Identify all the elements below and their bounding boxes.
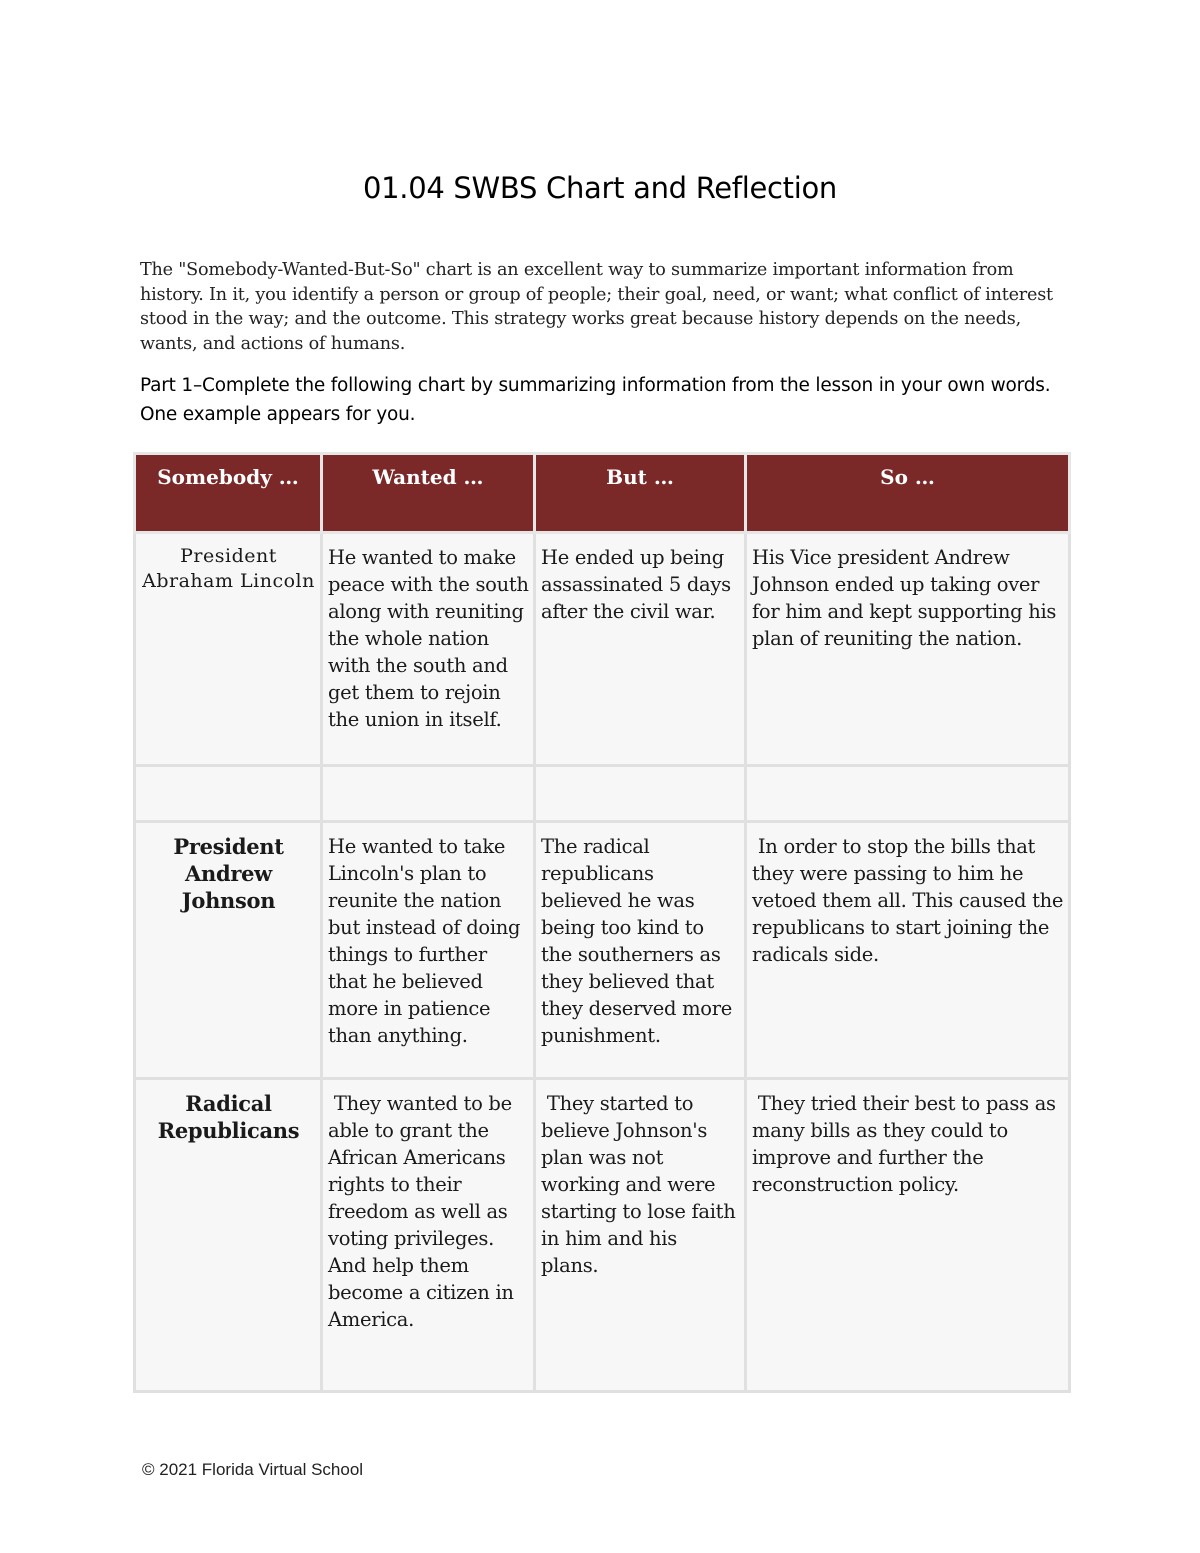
intro-paragraph: The "Somebody-Wanted-But-So" chart is an excellent way to summarize important information from history. In it, you identify a person or group of people; their goal, need, or want; what conflict of interest stood in the way; and the outcome. This strategy works great because history depends on the needs, wants, and actions of humans. (140, 260, 1053, 354)
somebody-cell: President Andrew Johnson (135, 822, 322, 1079)
table-header-row (135, 454, 1070, 533)
but-cell: The radical republicans believed he was being too kind to the southerners as they believed that they deserved more punishment. (535, 822, 746, 1079)
table-row (135, 766, 1070, 822)
somebody-cell: Radical Republicans (135, 1079, 322, 1392)
header-but: But … (535, 454, 746, 533)
somebody-cell (135, 766, 322, 822)
header-so: So … (746, 454, 1070, 533)
but-cell (535, 766, 746, 822)
so-cell: In order to stop the bills that they were passing to him he vetoed them all. This caused the republicans to start joining the radicals side. (746, 822, 1070, 1079)
so-cell: They tried their best to pass as many bills as they could to improve and further the reconstruction policy. (746, 1079, 1070, 1392)
so-cell (746, 766, 1070, 822)
part1-instructions: Part 1–Complete the following chart by summarizing information from the lesson in your own words. One example appears for you. (140, 375, 1051, 425)
wanted-cell: He wanted to take Lincoln's plan to reunite the nation but instead of doing things to further that he believed more in patience than anything. (322, 822, 535, 1079)
copyright-footer: © 2021 Florida Virtual School (142, 1460, 364, 1479)
wanted-cell (322, 766, 535, 822)
so-cell: His Vice president Andrew Johnson ended up taking over for him and kept supporting his plan of reuniting the nation. (746, 533, 1070, 766)
header-somebody: Somebody … (135, 454, 322, 533)
but-cell: They started to believe Johnson's plan was not working and were starting to lose faith in him and his plans. (535, 1079, 746, 1392)
header-wanted: Wanted … (322, 454, 535, 533)
page-title: 01.04 SWBS Chart and Reflection (362, 171, 837, 205)
table-row (135, 1079, 1070, 1392)
somebody-cell: President Abraham Lincoln (135, 533, 322, 766)
table-row (135, 822, 1070, 1079)
table-row (135, 533, 1070, 766)
but-cell: He ended up being assassinated 5 days after the civil war. (535, 533, 746, 766)
swbs-table (133, 452, 1071, 1393)
wanted-cell: He wanted to make peace with the south along with reuniting the whole nation with the south and get them to rejoin the union in itself. (322, 533, 535, 766)
wanted-cell: They wanted to be able to grant the African Americans rights to their freedom as well as voting privileges. And help them become a citizen in America. (322, 1079, 535, 1392)
